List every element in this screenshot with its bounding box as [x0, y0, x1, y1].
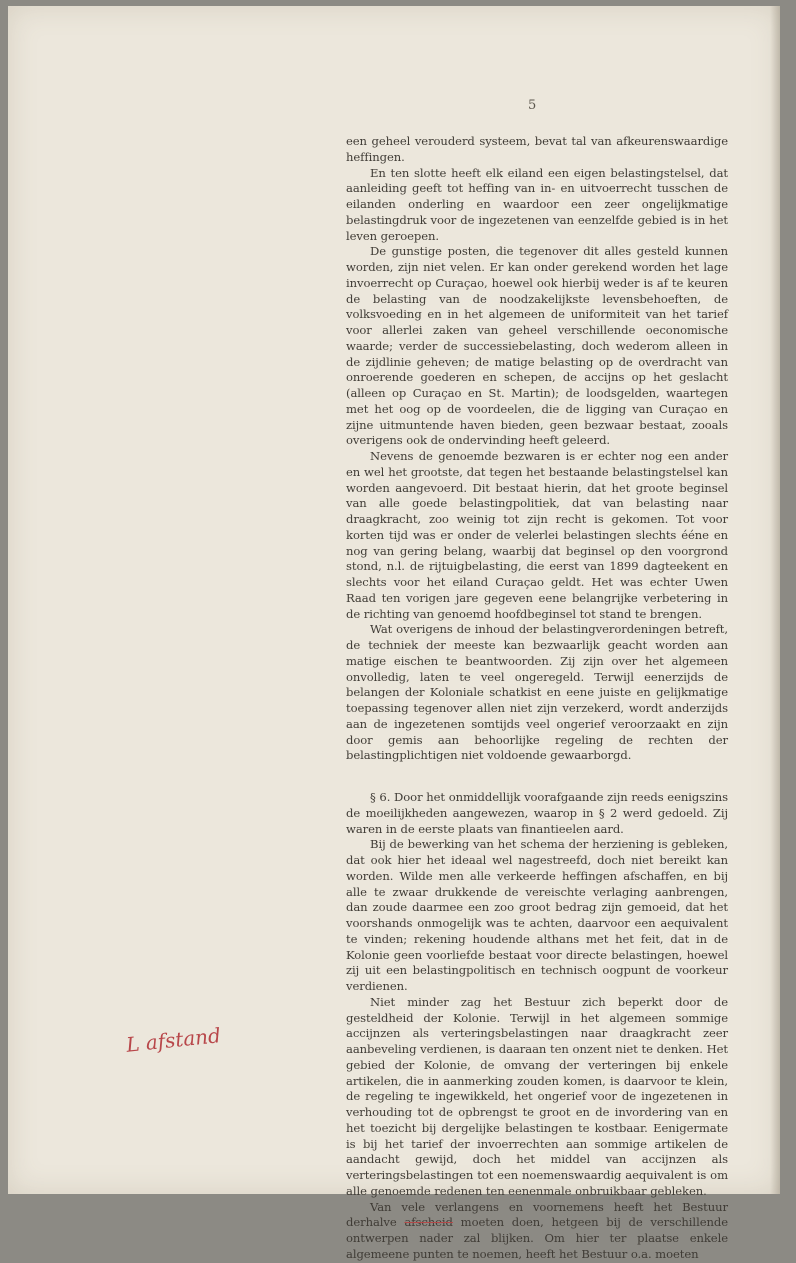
paragraph-2: En ten slotte heeft elk eiland een eigen belastingstelsel, dat aanleiding geeft tot heffing van in- en uitvoerrecht tusschen de eilanden onderling en waardoor een zeer ongelijkmatige belastingdruk voor de ingezetenen van eenzelfde gebied is in het leven geroepen.: [346, 165, 728, 243]
struck-word: afscheid: [404, 1215, 453, 1230]
page-edge-shadow: [770, 6, 780, 1194]
paragraph-4: Nevens de genoemde bezwaren is er echter nog een ander en wel het grootste, dat tegen het bestaande belastingstelsel kan worden aangevoerd. Dit bestaat hierin, dat het groote beginsel van alle goede belastingpolitiek, dat van belasting naar draagkracht, zoo weinig tot zijn recht is gekomen. Tot voor korten tijd was er onder de velerlei belastingen slechts ééne en nog van gering belang, waarbij dat beginsel op den voorgrond stond, n.l. de rijtuigbelasting, die eerst van 1899 dagteekent en slechts voor het eiland Curaçao geldt. Het was echter Uwen Raad ten vorigen jare gegeven eene belangrijke verbetering in de richting van genoemd hoofdbeginsel tot stand te brengen.: [346, 449, 728, 621]
paragraph-5: Wat overigens de inhoud der belastingverordeningen betreft, de techniek der meeste kan bezwaarlijk geacht worden aan matige eischen te beantwoorden. Zij zijn over het algemeen onvolledig, laten te veel ongeregeld. Terwijl eenerzijds de belangen der Koloniale schatkist en eene juiste en gelijkmatige toepassing tegenover allen niet zijn verzekerd, wordt anderzijds aan de ingezetenen somtijds veel ongerief veroorzaakt en zijn door gemis aan behoorlijke regeling de rechten der belastingplichtigen niet voldoende gewaarborgd.: [346, 622, 728, 763]
paragraph-8: Niet minder zag het Bestuur zich beperkt door de gesteldheid der Kolonie. Terwijl in het algemeen sommige accijnzen als verteringsbelastingen naar draagkracht zeer aanbeveling verdienen, is daaraan ten onzent niet te denken. Het gebied der Kolonie, de omvang der verteringen bij enkele artikelen, die in aanmerking zouden komen, is daarvoor te klein, de regeling te ingewikkeld, het ongerief voor de ingezetenen in verhouding tot de opbrengst te groot en de invordering van en het toezicht bij dergelijke belastingen te kostbaar. Eenigermate is bij het tarief der invoerrechten aan sommige artikelen de aandacht gewijd, doch het middel van accijnzen als verteringsbelastingen tot een noemenswaardig aequivalent is om alle genoemde redenen ten eenenmale onbruikbaar gebleken.: [346, 994, 728, 1198]
paragraph-7: Bij de bewerking van het schema der herziening is gebleken, dat ook hier het ideaal wel nagestreefd, doch niet bereikt kan worden. Wilde men alle verkeerde heffingen afschaffen, en bij alle te zwaar drukkende de vereischte verlaging aanbrengen, dan zoude daarmee een zoo groot bedrag zijn gemoeid, dat het voorshands onmogelijk was te achten, daarvoor een aequivalent te vinden; rekening houdende althans met het feit, dat in de Kolonie geen voorliefde bestaat voor directe belastingen, hoewel zij uit een belastingpolitisch en technisch oogpunt de voorkeur verdienen.: [346, 837, 728, 993]
body-text: [346, 134, 728, 1263]
paragraph-1: een geheel verouderd systeem, bevat tal van afkeurenswaardige heffingen.: [346, 134, 728, 164]
page-number: 5: [528, 98, 537, 113]
section-6-paragraph: § 6. Door het onmiddellijk voorafgaande zijn reeds eenigszins de moeilijkheden aangewezen, waarop in § 2 werd gedoeld. Zij waren in de eerste plaats van finantieelen aard.: [346, 790, 728, 836]
paragraph-3: De gunstige posten, die tegenover dit alles gesteld kunnen worden, zijn niet velen. Er kan onder gerekend worden het lage invoerrecht op Curaçao, hoewel ook hierbij weder is af te keuren de belasting van de noodzakelijkste levensbehoeften, de volksvoeding en in het algemeen de uniformiteit van het tarief voor allerlei zaken van geheel verschillende oeconomische waarde; verder de successiebelasting, doch wederom alleen in de zijdlinie geheven; de matige belasting op de overdracht van onroerende goederen en schepen, de accijns op het geslacht (alleen op Curaçao en St. Martin); de loodsgelden, waartegen met het oog op de voordeelen, die de ligging van Curaçao en zijne uitmuntende haven bieden, geen bezwaar bestaat, zooals overigens ook de ondervinding heeft geleerd.: [346, 244, 728, 448]
paragraph-9: [346, 1200, 728, 1263]
scanned-page: [8, 6, 780, 1261]
paragraph-9-before: Van vele verlangens en voornemens heeft het Bestuur derhalve: [346, 1199, 728, 1230]
handwritten-margin-annotation: L afstand: [125, 1023, 222, 1057]
paragraph-9-after: moeten doen, hetgeen bij de verschillende ontwerpen nader zal blijken. Om hier ter plaatse enkele algemeene punten te noemen, heeft het Bestuur o.a. moeten: [346, 1215, 728, 1261]
